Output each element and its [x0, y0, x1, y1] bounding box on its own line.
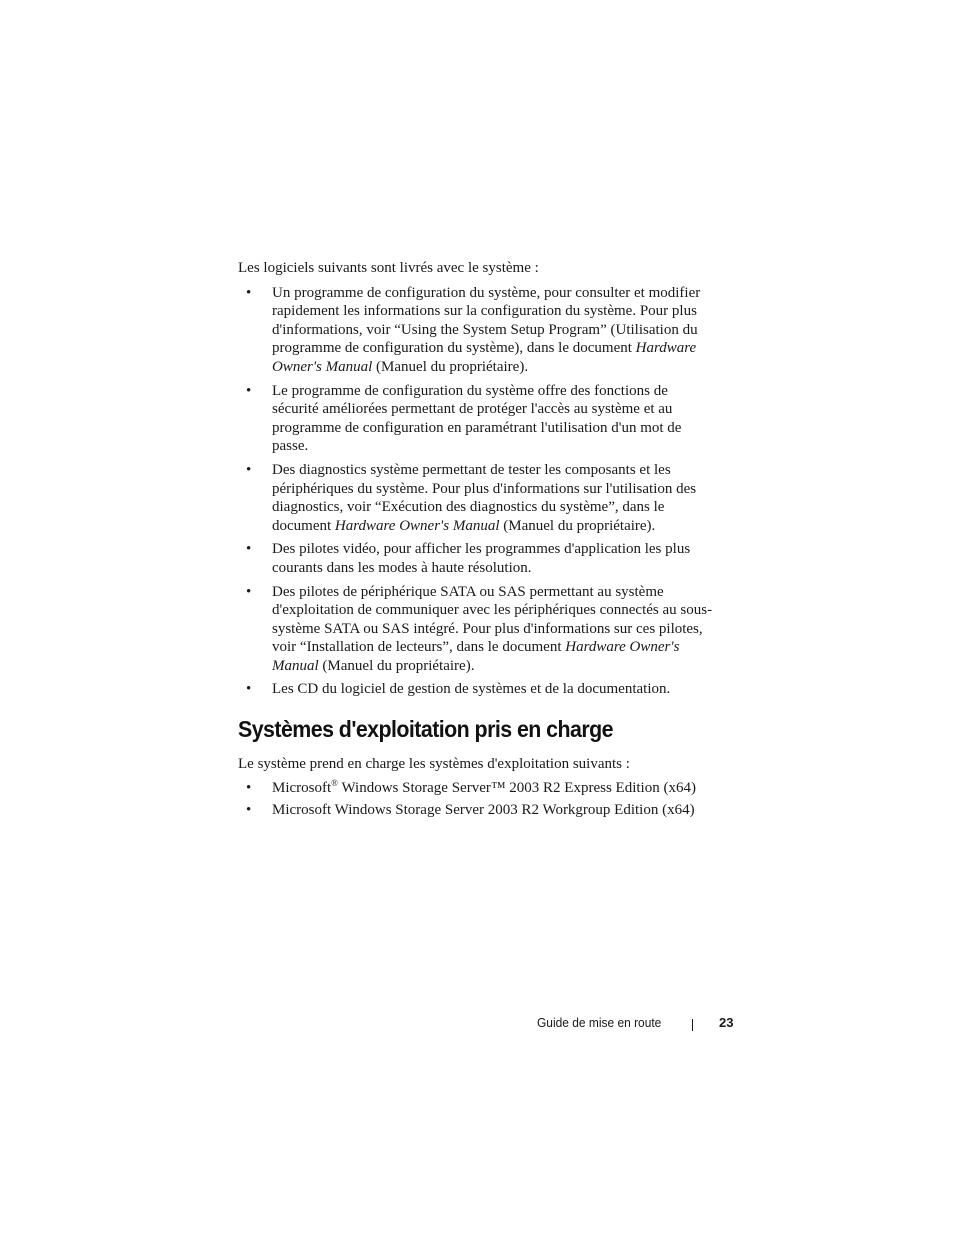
bullet-marker: •	[246, 461, 252, 478]
list-item	[238, 540, 718, 577]
bullet-marker: •	[246, 681, 252, 698]
software-list	[238, 284, 718, 699]
os-list	[238, 779, 718, 820]
list-item	[238, 461, 718, 535]
list-item	[238, 801, 718, 820]
item-text: Microsoft	[272, 779, 332, 796]
item-text: Des pilotes de périphérique SATA ou SAS permettant au système d'exploitation de communiquer avec les périphériques connectés au sous-système SATA ou SAS intégré. Pour plus d'informations sur ces pilotes, voir “Installation de lecteurs”, dans le document	[272, 583, 713, 656]
bullet-marker: •	[246, 284, 252, 301]
manual-title: Hardware Owner's Manual	[272, 639, 680, 674]
manual-title: Hardware Owner's Manual	[272, 340, 697, 375]
manual-title: Hardware Owner's Manual	[334, 517, 500, 534]
bullet-marker: •	[246, 541, 252, 558]
bullet-marker: •	[246, 802, 252, 819]
item-text: Le programme de configuration du système offre des fonctions de sécurité améliorées permettant de protéger l'accès au système et au programme de configuration en paramétrant l'utilisation d'un mot de passe.	[272, 382, 682, 455]
page-number: 23	[719, 1015, 734, 1030]
list-item	[238, 382, 718, 456]
item-text-end: (Manuel du propriétaire).	[372, 358, 529, 375]
item-text: Les CD du logiciel de gestion de systèmes et de la documentation.	[272, 681, 671, 698]
item-text-end: Windows Storage Server™ 2003 R2 Express Edition (x64)	[338, 779, 696, 796]
bullet-marker: •	[246, 583, 252, 600]
list-item	[238, 779, 718, 798]
page-content	[238, 259, 718, 824]
footer-separator	[692, 1019, 693, 1031]
item-text: Des diagnostics système permettant de tester les composants et les périphériques du système. Pour plus d'informations sur l'utilisation des diagnostics, voir “Exécution des diagnostics du système”, dans le document	[272, 461, 697, 534]
registered-mark: ®	[331, 777, 339, 788]
list-item	[238, 284, 718, 377]
section-heading: Systèmes d'exploitation pris en charge	[238, 716, 613, 743]
list-item	[238, 680, 718, 699]
bullet-marker: •	[246, 779, 252, 796]
intro-paragraph: Les logiciels suivants sont livrés avec le système :	[238, 260, 539, 276]
item-text-end: (Manuel du propriétaire).	[499, 517, 656, 534]
os-intro-paragraph: Le système prend en charge les systèmes d'exploitation suivants :	[238, 756, 630, 773]
item-text: Un programme de configuration du système, pour consulter et modifier rapidement les informations sur la configuration du système. Pour plus d'informations, voir “Using the System Setup Program” (Utilisation du programme de configuration du système), dans le document	[272, 284, 701, 357]
item-text: Microsoft Windows Storage Server 2003 R2 Workgroup Edition (x64)	[272, 802, 695, 819]
list-item	[238, 583, 718, 676]
bullet-marker: •	[246, 382, 252, 399]
item-text-end: (Manuel du propriétaire).	[318, 657, 475, 674]
item-text: Des pilotes vidéo, pour afficher les programmes d'application les plus courants dans les modes à haute résolution.	[272, 541, 691, 576]
footer-guide-title: Guide de mise en route	[537, 1015, 662, 1030]
